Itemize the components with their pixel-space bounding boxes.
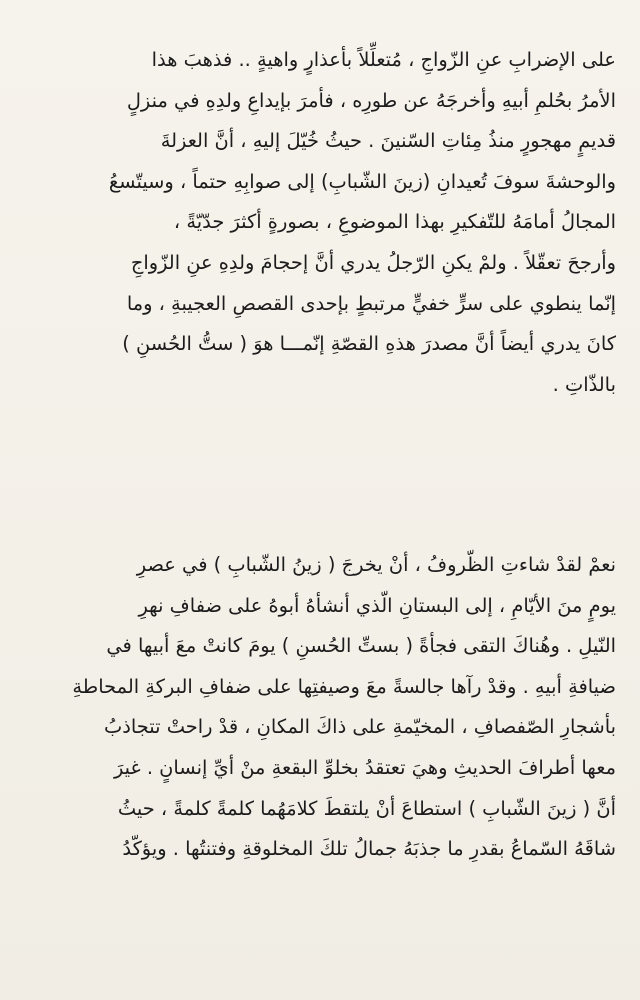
text-line: والوحشةَ سوفَ تُعيدانِ (زينَ الشّبابِ) إلى صوابِهِ حتماً ، وسيتّسعُ xyxy=(108,169,616,193)
text-line: شاقَهُ السّماعُ بقدرِ ما جذبَهُ جمالُ تلكَ المخلوقةِ وفتنتُها . ويؤكّدُ xyxy=(122,837,616,861)
text-line: المجالُ أمامَهُ للتّفكيرِ بهذا الموضوعِ ، بصورةٍ أكثرَ جدّيّةً ، xyxy=(173,210,616,234)
text-line: ضيافةِ أبيهِ . وقدْ رآها جالسةً معَ وصيفتِها على ضفافِ البركةِ المحاطةِ xyxy=(72,674,616,698)
text-line: يومٍ منَ الأيّامِ ، إلى البستانِ الّذي أنشأهُ أبوهُ على ضفافِ نهرِ xyxy=(138,593,616,617)
paragraph-1 xyxy=(38,40,616,405)
text-line: أنَّ ( زينَ الشّبابِ ) استطاعَ أنْ يلتقطَ كلامَهُما كلمةً كلمةً ، حيثُ xyxy=(117,796,616,820)
text-line: نعمْ لقدْ شاءتِ الظّروفُ ، أنْ يخرجَ ( زينُ الشّبابِ ) في عصرِ xyxy=(136,553,616,576)
text-line: على الإضرابِ عنِ الزّواجِ ، مُتعلِّلاً بأعذارٍ واهيةٍ .. فذهبَ هذا xyxy=(151,48,616,71)
text-line: إنّما ينطوي على سرٍّ خفيٍّ مرتبطٍ بإحدى القصصِ العجيبةِ ، وما xyxy=(126,291,616,315)
text-line: الأمرُ بحُلمِ أبيهِ وأخرجَهُ عن طورِه ، فأمرَ بإيداعِ ولدِهِ في منزلٍ xyxy=(126,88,616,112)
text-line-last: بالذّاتِ . xyxy=(552,372,616,396)
paragraph-2 xyxy=(38,545,616,870)
text-line: النّيلِ . وهُناكَ التقى فجأةً ( بستِّ الحُسنِ ) يومَ كانتْ معَ أبيها في xyxy=(106,634,616,658)
text-line: كانَ يدري أيضاً أنَّ مصدرَ هذهِ القصّةِ إنّمـــا هوَ ( ستُّ الحُسنِ ) xyxy=(122,332,616,356)
text-line: وأرجحَ تعقّلاً . ولمْ يكنِ الرّجلُ يدري أنَّ إحجامَ ولدِهِ عنِ الزّواجِ xyxy=(130,250,616,274)
text-line: بأشجارِ الصّفصافِ ، المخيّمةِ على ذاكَ المكانِ ، قدْ راحتْ تتجاذبُ xyxy=(103,715,616,739)
text-line: معها أطرافَ الحديثِ وهيَ تعتقدُ بخلوِّ البقعةِ منْ أيِّ إنسانٍ . غيرَ xyxy=(113,755,616,779)
text-line: قديمٍ مهجورٍ منذُ مِئاتِ السّنينَ . حيثُ خُيّلَ إليهِ ، أنَّ العزلةَ xyxy=(160,129,616,153)
